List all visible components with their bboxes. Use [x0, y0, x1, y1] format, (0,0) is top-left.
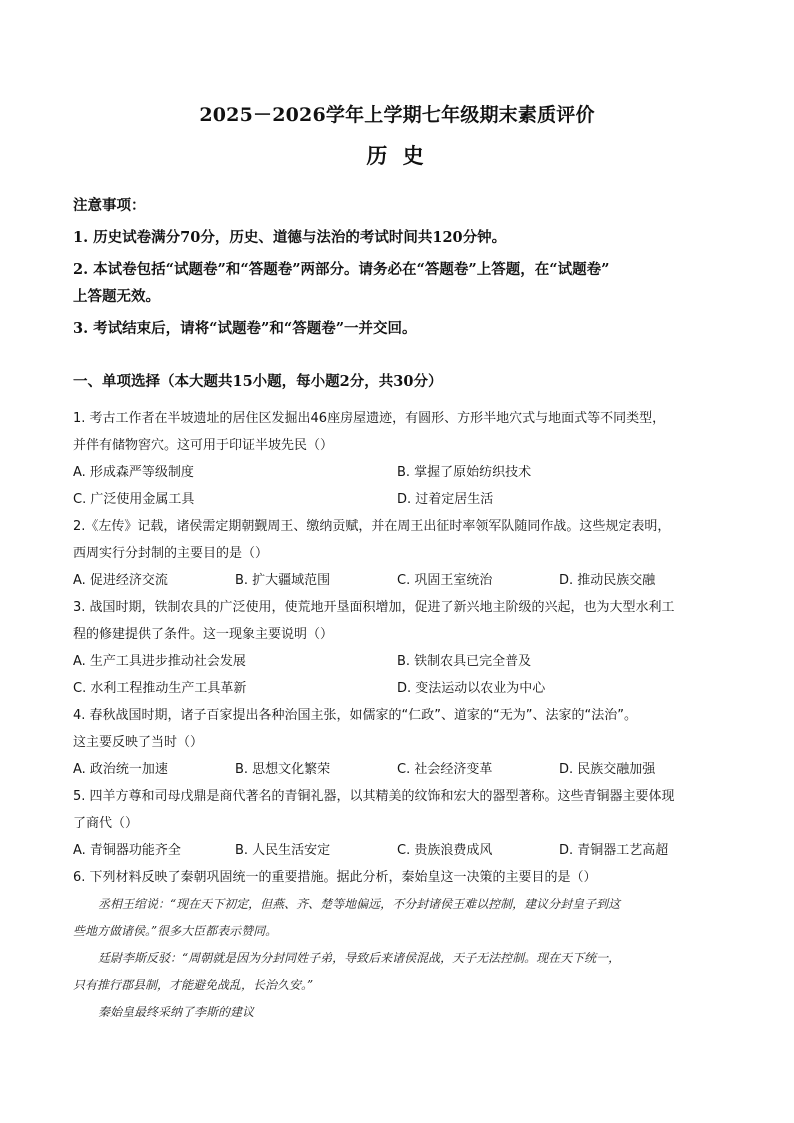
question-5 — [73, 783, 733, 864]
option-c: C. 水利工程推动生产工具革新 — [73, 681, 247, 696]
material-quote: 丞相王绾说：“现在天下初定，但燕、齐、楚等地偏远，不分封诸侯王难以控制，建议分封皇子到这 — [98, 897, 621, 911]
material-quote-continuation: 只有推行郡县制，才能避免战乱，长治久安。” — [73, 978, 314, 992]
question-stem: 5. 四羊方尊和司母戊鼎是商代著名的青铜礼器，以其精美的纹饰和宏大的器型著称。这些青铜器主要体现 — [73, 789, 675, 804]
material-quote: 秦始皇最终采纳了李斯的建议 — [98, 1005, 255, 1019]
option-b: B. 铁制农具已完全普及 — [397, 654, 532, 669]
question-stem: 并伴有储物窖穴。这可用于印证半坡先民（） — [73, 438, 334, 453]
section-heading: 一、单项选择（本大题共15小题，每小题2分，共30分） — [73, 373, 443, 390]
material-quote-continuation: 些地方做诸侯。”很多大臣都表示赞同。 — [73, 924, 278, 938]
question-4 — [73, 702, 733, 783]
option-row — [73, 756, 733, 783]
option-d: D. 民族交融加强 — [559, 762, 656, 777]
option-b: B. 人民生活安定 — [235, 843, 331, 858]
notice-heading: 注意事项： — [73, 197, 146, 214]
option-b: B. 思想文化繁荣 — [235, 762, 331, 777]
question-6 — [73, 864, 733, 1026]
notice-item: 3. 考试结束后，请将“试题卷”和“答题卷”一并交回。 — [73, 320, 417, 337]
question-stem: 3. 战国时期，铁制农具的广泛使用，使荒地开垦面积增加，促进了新兴地主阶级的兴起，也为大型水利工 — [73, 600, 675, 615]
option-row — [73, 459, 733, 486]
option-c: C. 广泛使用金属工具 — [73, 492, 195, 507]
option-a: A. 政治统一加速 — [73, 762, 168, 777]
question-2 — [73, 513, 733, 594]
question-stem: 1. 考古工作者在半坡遗址的居住区发掘出46座房屋遗迹，有圆形、方形半地穴式与地面式等不同类型， — [73, 411, 666, 426]
option-d: D. 过着定居生活 — [397, 492, 494, 507]
question-list — [73, 405, 733, 1026]
exam-subject: 历 史 — [366, 143, 428, 168]
question-stem: 这主要反映了当时（） — [73, 735, 204, 750]
notice-block — [73, 196, 733, 339]
notice-item: 1. 历史试卷满分70分，历史、道德与法治的考试时间共120分钟。 — [73, 229, 507, 246]
option-row — [73, 486, 733, 513]
option-a: A. 促进经济交流 — [73, 573, 168, 588]
option-a: A. 形成森严等级制度 — [73, 465, 194, 480]
question-3 — [73, 594, 733, 702]
option-d: D. 变法运动以农业为中心 — [397, 681, 546, 696]
option-row — [73, 837, 733, 864]
option-a: A. 青铜器功能齐全 — [73, 843, 181, 858]
exam-title: 2025－2026学年上学期七年级期末素质评价 — [199, 104, 595, 126]
question-stem: 西周实行分封制的主要目的是（） — [73, 546, 269, 561]
option-d: D. 推动民族交融 — [559, 573, 656, 588]
option-c: C. 社会经济变革 — [397, 762, 493, 777]
option-b: B. 扩大疆域范围 — [235, 573, 331, 588]
option-b: B. 掌握了原始纺织技术 — [397, 465, 532, 480]
option-row — [73, 567, 733, 594]
question-stem: 了商代（） — [73, 816, 139, 831]
question-1 — [73, 405, 733, 513]
option-row — [73, 675, 733, 702]
question-stem: 4. 春秋战国时期，诸子百家提出各种治国主张，如儒家的“仁政”、道家的“无为”、法家的“法治”。 — [73, 708, 637, 723]
option-c: C. 贵族浪费成风 — [397, 843, 493, 858]
material-quote: 廷尉李斯反驳：“周朝就是因为分封同姓子弟，导致后来诸侯混战，天子无法控制。现在天下统一， — [98, 951, 621, 965]
question-stem: 6. 下列材料反映了秦朝巩固统一的重要措施。据此分析，秦始皇这一决策的主要目的是（） — [73, 870, 597, 885]
question-stem: 程的修建提供了条件。这一现象主要说明（） — [73, 627, 334, 642]
option-row — [73, 648, 733, 675]
notice-item-continuation: 上答题无效。 — [73, 288, 160, 305]
option-a: A. 生产工具进步推动社会发展 — [73, 654, 246, 669]
question-stem: 2.《左传》记载，诸侯需定期朝觐周王、缴纳贡赋，并在周王出征时率领军队随同作战。这些规定表明， — [73, 519, 671, 534]
option-d: D. 青铜器工艺高超 — [559, 843, 669, 858]
notice-item: 2. 本试卷包括“试题卷”和“答题卷”两部分。请务必在“答题卷”上答题，在“试题卷” — [73, 261, 610, 278]
option-c: C. 巩固王室统治 — [397, 573, 493, 588]
